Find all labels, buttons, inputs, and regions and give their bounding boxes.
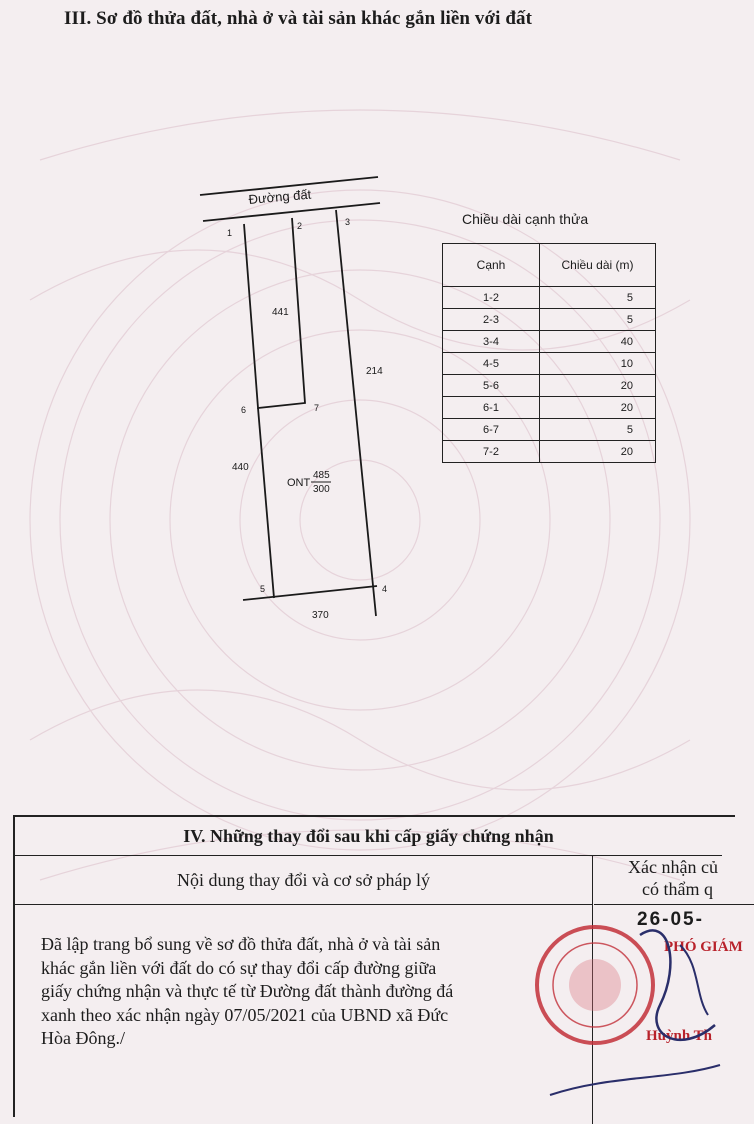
neighbor-440: 440 (232, 462, 249, 473)
edge-length-table (442, 243, 656, 463)
edge-table-title: Chiều dài cạnh thửa (462, 211, 589, 227)
confirm-header-line-2: có thẩm q (642, 879, 713, 899)
confirm-header-line-1: Xác nhận củ (628, 857, 718, 877)
change-description (41, 933, 601, 1051)
neighbor-441: 441 (272, 307, 289, 318)
point-label-3: 3 (345, 217, 351, 227)
red-seal-and-signature (530, 905, 720, 1106)
table-row (443, 353, 656, 375)
table-header-row (443, 244, 656, 287)
edge-cell: 4-5 (443, 353, 540, 375)
point-label-7: 7 (314, 403, 320, 413)
point-label-6: 6 (241, 405, 247, 415)
column-confirm-header (594, 856, 754, 905)
stamp-title: PHÓ GIÁM (664, 939, 743, 955)
point-label-5: 5 (260, 584, 266, 594)
length-cell: 5 (540, 419, 656, 441)
section-3-heading: III. Sơ đồ thửa đất, nhà ở và tài sản khác gắn liền với đất (64, 8, 533, 29)
description-line: giấy chứng nhận và thực tế từ Đường đất thành đường đá (41, 981, 454, 1001)
edge-cell: 7-2 (443, 441, 540, 463)
column-content-header: Nội dung thay đổi và cơ sở pháp lý (15, 856, 593, 905)
edge-cell: 6-1 (443, 397, 540, 419)
edge-cell: 1-2 (443, 287, 540, 309)
edge-7-3 (305, 400, 336, 403)
table-row (443, 397, 656, 419)
neighbor-370: 370 (312, 610, 329, 621)
edge-3-4 (336, 210, 376, 616)
road-label: Đường đất (247, 186, 312, 207)
section-4-title: IV. Những thay đổi sau khi cấp giấy chứng nhận (15, 817, 722, 856)
description-line: Đã lập trang bổ sung về sơ đồ thửa đất, nhà ở và tài sản (41, 934, 441, 954)
table-row (443, 287, 656, 309)
description-line: Hòa Đông./ (41, 1028, 125, 1048)
length-cell: 20 (540, 375, 656, 397)
table-row (443, 419, 656, 441)
header-edge: Cạnh (443, 244, 540, 287)
length-cell: 20 (540, 441, 656, 463)
table-row (443, 441, 656, 463)
point-label-4: 4 (382, 584, 388, 594)
length-cell: 5 (540, 287, 656, 309)
parcel-type: ONT (287, 477, 311, 489)
edge-cell: 3-4 (443, 331, 540, 353)
neighbor-214: 214 (366, 366, 383, 377)
edge-cell: 6-7 (443, 419, 540, 441)
length-cell: 20 (540, 397, 656, 419)
description-line: khác gắn liền với đất do có sự thay đổi cấp đường giữa (41, 957, 437, 978)
edge-6-5 (258, 408, 274, 598)
table-row (443, 309, 656, 331)
table-row (443, 375, 656, 397)
description-line: xanh theo xác nhận ngày 07/05/2021 của UBND xã Đức (41, 1004, 449, 1025)
table-row (443, 331, 656, 353)
header-length: Chiều dài (m) (540, 244, 656, 287)
edge-cell: 2-3 (443, 309, 540, 331)
stamp-name: Huỳnh Th (646, 1028, 713, 1044)
parcel-area: 300 (313, 484, 330, 495)
point-label-2: 2 (297, 221, 303, 231)
edge-cell: 5-6 (443, 375, 540, 397)
parcel-number: 485 (313, 470, 330, 481)
length-cell: 40 (540, 331, 656, 353)
length-cell: 5 (540, 309, 656, 331)
length-cell: 10 (540, 353, 656, 375)
stamp-date: 26-05- (637, 909, 704, 930)
point-label-1: 1 (227, 228, 233, 238)
